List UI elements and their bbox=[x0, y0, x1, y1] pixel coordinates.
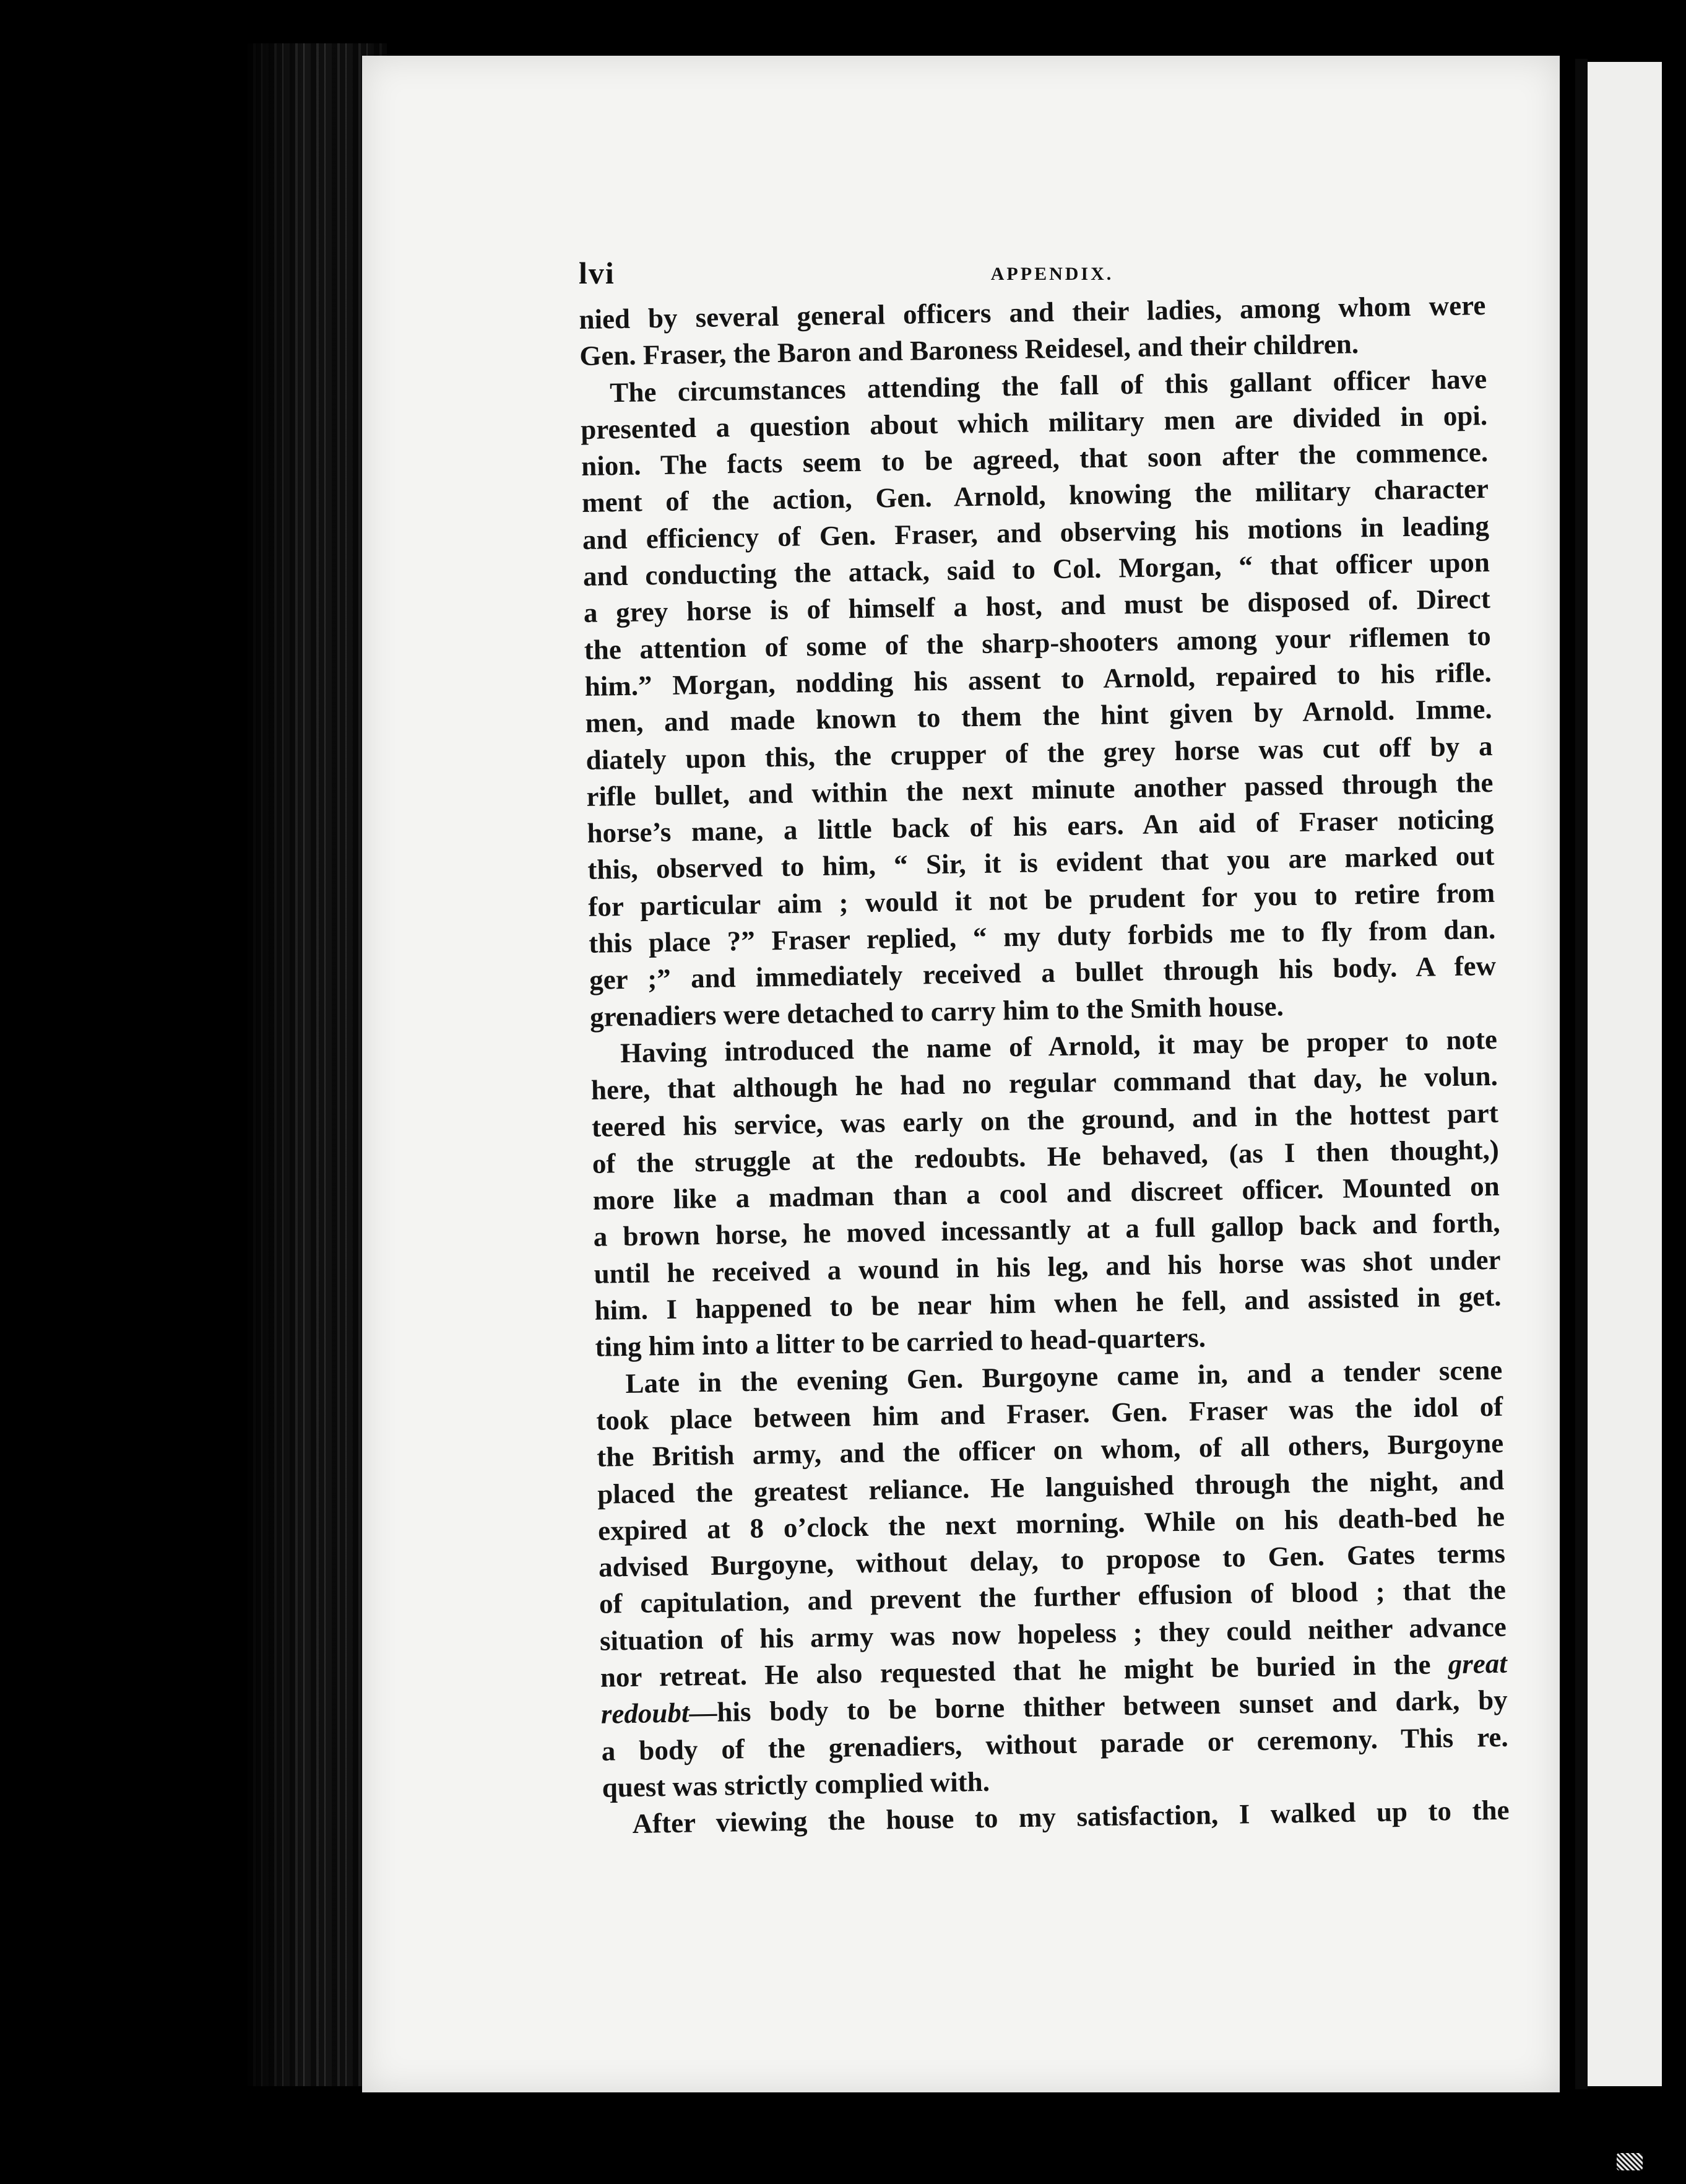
text-line: and efficiency of Gen. Fraser, and observing his motions in leading bbox=[582, 509, 1490, 555]
text-line: situation of his army was now hopeless ; they could neither advance bbox=[599, 1611, 1507, 1657]
text-line: redoubt—his body to be borne thither between sunset and dark, by bbox=[600, 1684, 1508, 1730]
text-line: The circumstances attending the fall of this gallant officer have bbox=[609, 363, 1487, 408]
text-line: ment of the action, Gen. Arnold, knowing the military character bbox=[581, 473, 1489, 519]
running-head: APPENDIX. bbox=[990, 264, 1114, 284]
text-line: nor retreat. He also requested that he might be buried in the great bbox=[600, 1647, 1508, 1693]
text-line: until he received a wound in his leg, and his horse was shot under bbox=[594, 1244, 1501, 1289]
text-line: took place between him and Fraser. Gen. Fraser was the idol of bbox=[596, 1390, 1503, 1436]
text-line: a brown horse, he moved incessantly at a full gallop back and forth, bbox=[593, 1207, 1500, 1253]
text-line: here, that although he had no regular command that day, he volun. bbox=[590, 1060, 1498, 1106]
scan-stamp bbox=[1617, 2153, 1643, 2170]
text-line: men, and made known to them the hint given by Arnold. Imme. bbox=[585, 693, 1492, 739]
text-line: a body of the grenadiers, without parade or ceremony. This re. bbox=[601, 1721, 1508, 1767]
body-text bbox=[579, 287, 1510, 1843]
text-line: and conducting the attack, said to Col. Morgan, “ that officer upon bbox=[582, 547, 1490, 592]
page-number: lvi bbox=[579, 256, 615, 290]
text-line: Late in the evening Gen. Burgoyne came in, and a tender scene bbox=[625, 1354, 1503, 1399]
text-line: Gen. Fraser, the Baron and Baroness Reidesel, and their children. bbox=[579, 328, 1359, 372]
text-line: a grey horse is of himself a host, and must be disposed of. Direct bbox=[583, 583, 1491, 629]
italic-word: great bbox=[1448, 1647, 1508, 1680]
text-line: him. I happened to be near him when he fell, and assisted in get. bbox=[594, 1280, 1502, 1326]
text-line: this, observed to him, “ Sir, it is evident that you are marked out bbox=[587, 840, 1495, 886]
text-line: advised Burgoyne, without delay, to propose to Gen. Gates terms bbox=[598, 1537, 1506, 1583]
facing-page-edge bbox=[1588, 62, 1662, 2086]
text-line: expired at 8 o’clock the next morning. While on his death-bed he bbox=[597, 1501, 1505, 1546]
text-line: him.” Morgan, nodding his assent to Arnold, repaired to his rifle. bbox=[584, 656, 1492, 702]
text-line: rifle bullet, and within the next minute another passed through the bbox=[586, 766, 1494, 812]
text-line: teered his service, was early on the ground, and in the hottest part bbox=[591, 1097, 1499, 1143]
text-line: more like a madman than a cool and discreet officer. Mounted on bbox=[592, 1170, 1500, 1216]
text-line: nied by several general officers and their ladies, among whom were bbox=[579, 289, 1486, 335]
text-line: of the struggle at the redoubts. He behaved, (as I then thought,) bbox=[592, 1133, 1500, 1179]
text-line: placed the greatest reliance. He languished through the night, and bbox=[597, 1464, 1505, 1510]
text-line: quest was strictly complied with. bbox=[602, 1766, 990, 1803]
text-line: After viewing the house to my satisfaction, I walked up to the bbox=[632, 1794, 1510, 1840]
text-line: of capitulation, and prevent the further effusion of blood ; that the bbox=[599, 1574, 1507, 1620]
text-line: nion. The facts seem to be agreed, that soon after the commence. bbox=[581, 436, 1489, 482]
text-line: diately upon this, the crupper of the grey horse was cut off by a bbox=[586, 730, 1493, 776]
italic-word: redoubt bbox=[600, 1697, 690, 1730]
page-header bbox=[579, 255, 1489, 292]
text-line: presented a question about which military men are divided in opi. bbox=[580, 399, 1488, 445]
text-line: ger ;” and immediately received a bullet through his body. A few bbox=[589, 950, 1497, 996]
text-line: the attention of some of the sharp-shooters among your riflemen to bbox=[584, 620, 1492, 665]
text-line: the British army, and the officer on whom, of all others, Burgoyne bbox=[596, 1427, 1504, 1473]
text-line: ting him into a litter to be carried to head-quarters. bbox=[595, 1322, 1206, 1363]
text-line: horse’s mane, a little back of his ears. An aid of Fraser noticing bbox=[587, 804, 1494, 849]
text-line: for particular aim ; would it not be prudent for you to retire from bbox=[587, 877, 1495, 922]
text-line: Having introduced the name of Arnold, it may be proper to note bbox=[620, 1023, 1498, 1069]
text-line: this place ?” Fraser replied, “ my duty forbids me to fly from dan. bbox=[588, 913, 1496, 959]
page-gutter bbox=[1575, 59, 1588, 2089]
text-line: grenadiers were detached to carry him to the Smith house. bbox=[589, 990, 1284, 1033]
